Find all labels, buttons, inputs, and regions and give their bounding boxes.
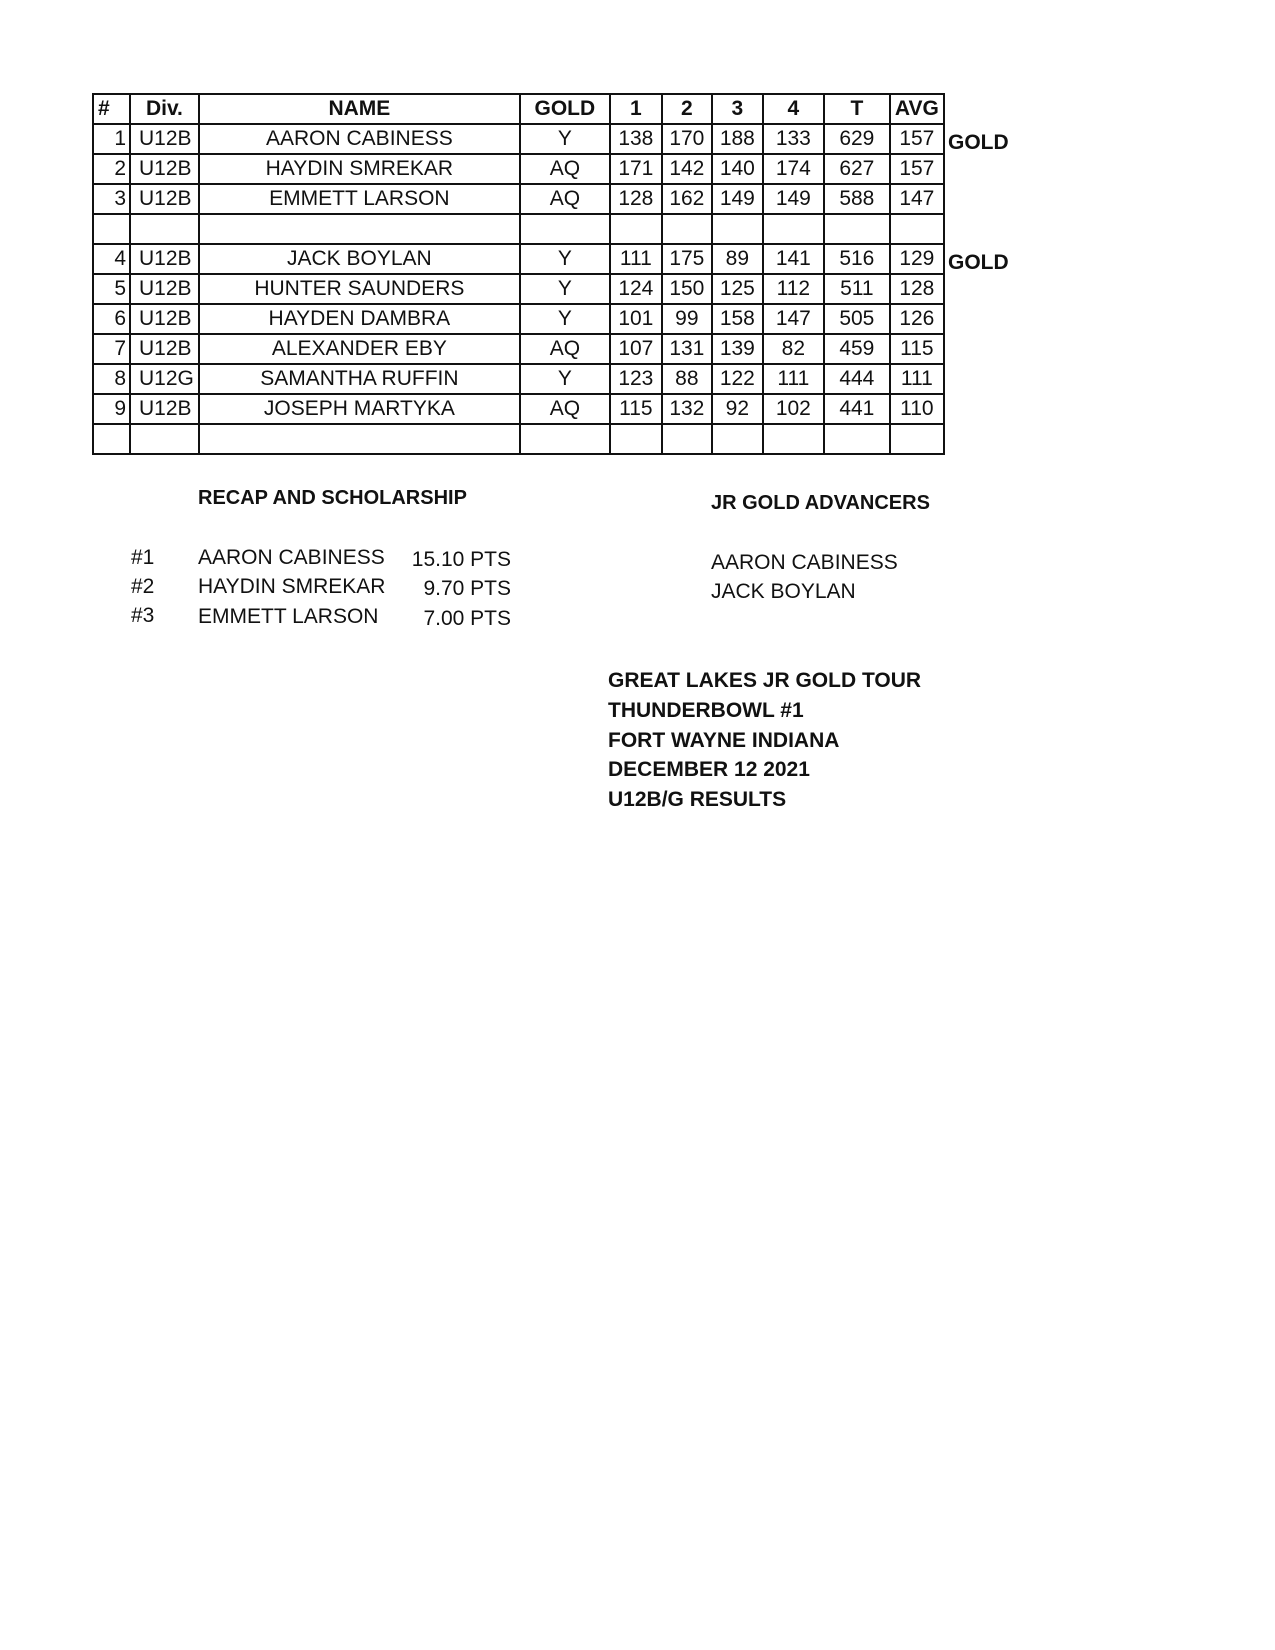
cell-game-1: 128 [610, 184, 662, 214]
cell-gold: AQ [520, 184, 610, 214]
cell-gold: Y [520, 304, 610, 334]
recap-points: 7.00 PTS [423, 607, 511, 630]
cell-gold: Y [520, 244, 610, 274]
cell-game-4: 112 [763, 274, 824, 304]
cell-game-3: 89 [712, 244, 763, 274]
header-average: AVG [890, 94, 944, 124]
cell-total: 459 [824, 334, 890, 364]
cell-game-1: 124 [610, 274, 662, 304]
cell-total: 444 [824, 364, 890, 394]
cell-gold: AQ [520, 334, 610, 364]
recap-rank: #1 [131, 546, 155, 569]
table-row [93, 124, 944, 154]
header-gold: GOLD [520, 94, 610, 124]
cell-name: ALEXANDER EBY [199, 334, 520, 364]
cell-game-2: 88 [662, 364, 712, 394]
cell-average: 110 [890, 394, 944, 424]
event-title: THUNDERBOWL #1 [608, 699, 804, 722]
cell-name: HAYDEN DAMBRA [199, 304, 520, 334]
cell-total: 588 [824, 184, 890, 214]
cell-total: 629 [824, 124, 890, 154]
table-header-row [93, 94, 944, 124]
advancer-name: AARON CABINESS [711, 551, 898, 574]
cell-rank: 5 [93, 274, 130, 304]
results-table [92, 93, 945, 455]
table-row [93, 274, 944, 304]
recap-points: 15.10 PTS [411, 548, 511, 571]
cell-rank: 8 [93, 364, 130, 394]
header-game-4: 4 [763, 94, 824, 124]
event-location: FORT WAYNE INDIANA [608, 729, 840, 752]
cell-division: U12B [130, 124, 199, 154]
cell-average: 157 [890, 124, 944, 154]
cell-gold: AQ [520, 154, 610, 184]
header-name: NAME [199, 94, 520, 124]
cell-name: AARON CABINESS [199, 124, 520, 154]
cell-game-2: 131 [662, 334, 712, 364]
recap-rank: #3 [131, 604, 155, 627]
table-row [93, 304, 944, 334]
cell-division: U12B [130, 274, 199, 304]
cell-name: SAMANTHA RUFFIN [199, 364, 520, 394]
cell-division: U12B [130, 244, 199, 274]
cell-gold: Y [520, 274, 610, 304]
cell-total: 505 [824, 304, 890, 334]
recap-title: RECAP AND SCHOLARSHIP [198, 487, 467, 509]
cell-name: EMMETT LARSON [199, 184, 520, 214]
cell-game-2: 132 [662, 394, 712, 424]
cell-game-3: 188 [712, 124, 763, 154]
cell-game-4: 147 [763, 304, 824, 334]
cell-name: HAYDIN SMREKAR [199, 154, 520, 184]
cell-game-1: 138 [610, 124, 662, 154]
cell-game-3: 139 [712, 334, 763, 364]
cell-game-1: 107 [610, 334, 662, 364]
cell-division: U12B [130, 154, 199, 184]
cell-name: JOSEPH MARTYKA [199, 394, 520, 424]
event-tour-name: GREAT LAKES JR GOLD TOUR [608, 669, 922, 692]
cell-division: U12B [130, 304, 199, 334]
cell-rank: 2 [93, 154, 130, 184]
cell-average: 147 [890, 184, 944, 214]
cell-game-1: 123 [610, 364, 662, 394]
table-row [93, 334, 944, 364]
cell-game-4: 133 [763, 124, 824, 154]
cell-rank: 4 [93, 244, 130, 274]
table-row [93, 244, 944, 274]
recap-points: 9.70 PTS [423, 577, 511, 600]
cell-game-4: 102 [763, 394, 824, 424]
cell-game-3: 125 [712, 274, 763, 304]
gold-flag: GOLD [948, 251, 1009, 274]
header-game-2: 2 [662, 94, 712, 124]
cell-game-3: 122 [712, 364, 763, 394]
cell-division: U12B [130, 334, 199, 364]
cell-gold: AQ [520, 394, 610, 424]
cell-total: 516 [824, 244, 890, 274]
cell-game-1: 111 [610, 244, 662, 274]
header-game-1: 1 [610, 94, 662, 124]
cell-game-4: 141 [763, 244, 824, 274]
table-row [93, 154, 944, 184]
header-game-3: 3 [712, 94, 763, 124]
cell-average: 126 [890, 304, 944, 334]
recap-name: EMMETT LARSON [198, 605, 379, 628]
cell-rank: 9 [93, 394, 130, 424]
gold-flag: GOLD [948, 131, 1009, 154]
cell-gold: Y [520, 124, 610, 154]
cell-rank: 7 [93, 334, 130, 364]
blank-row [93, 214, 944, 244]
cell-game-2: 150 [662, 274, 712, 304]
table-row [93, 184, 944, 214]
event-division-results: U12B/G RESULTS [608, 788, 787, 811]
header-division: Div. [130, 94, 199, 124]
cell-average: 129 [890, 244, 944, 274]
cell-game-1: 171 [610, 154, 662, 184]
cell-game-3: 149 [712, 184, 763, 214]
cell-game-4: 149 [763, 184, 824, 214]
event-date: DECEMBER 12 2021 [608, 758, 810, 781]
cell-game-3: 158 [712, 304, 763, 334]
cell-division: U12B [130, 394, 199, 424]
cell-average: 111 [890, 364, 944, 394]
cell-rank: 3 [93, 184, 130, 214]
cell-rank: 6 [93, 304, 130, 334]
cell-game-4: 82 [763, 334, 824, 364]
cell-game-3: 140 [712, 154, 763, 184]
recap-name: HAYDIN SMREKAR [198, 575, 386, 598]
cell-game-2: 99 [662, 304, 712, 334]
cell-game-3: 92 [712, 394, 763, 424]
header-total: T [824, 94, 890, 124]
table-row [93, 364, 944, 394]
cell-division: U12G [130, 364, 199, 394]
header-rank: # [93, 94, 130, 124]
cell-total: 441 [824, 394, 890, 424]
cell-game-2: 162 [662, 184, 712, 214]
advancer-name: JACK BOYLAN [711, 580, 856, 603]
blank-row [93, 424, 944, 454]
cell-total: 511 [824, 274, 890, 304]
cell-game-2: 142 [662, 154, 712, 184]
cell-game-2: 170 [662, 124, 712, 154]
cell-game-4: 174 [763, 154, 824, 184]
cell-gold: Y [520, 364, 610, 394]
cell-game-2: 175 [662, 244, 712, 274]
recap-name: AARON CABINESS [198, 546, 385, 569]
cell-name: JACK BOYLAN [199, 244, 520, 274]
cell-average: 115 [890, 334, 944, 364]
cell-game-4: 111 [763, 364, 824, 394]
cell-average: 128 [890, 274, 944, 304]
cell-total: 627 [824, 154, 890, 184]
cell-game-1: 101 [610, 304, 662, 334]
recap-rank: #2 [131, 575, 155, 598]
cell-average: 157 [890, 154, 944, 184]
cell-game-1: 115 [610, 394, 662, 424]
cell-division: U12B [130, 184, 199, 214]
table-row [93, 394, 944, 424]
advancers-title: JR GOLD ADVANCERS [711, 492, 930, 514]
cell-rank: 1 [93, 124, 130, 154]
cell-name: HUNTER SAUNDERS [199, 274, 520, 304]
